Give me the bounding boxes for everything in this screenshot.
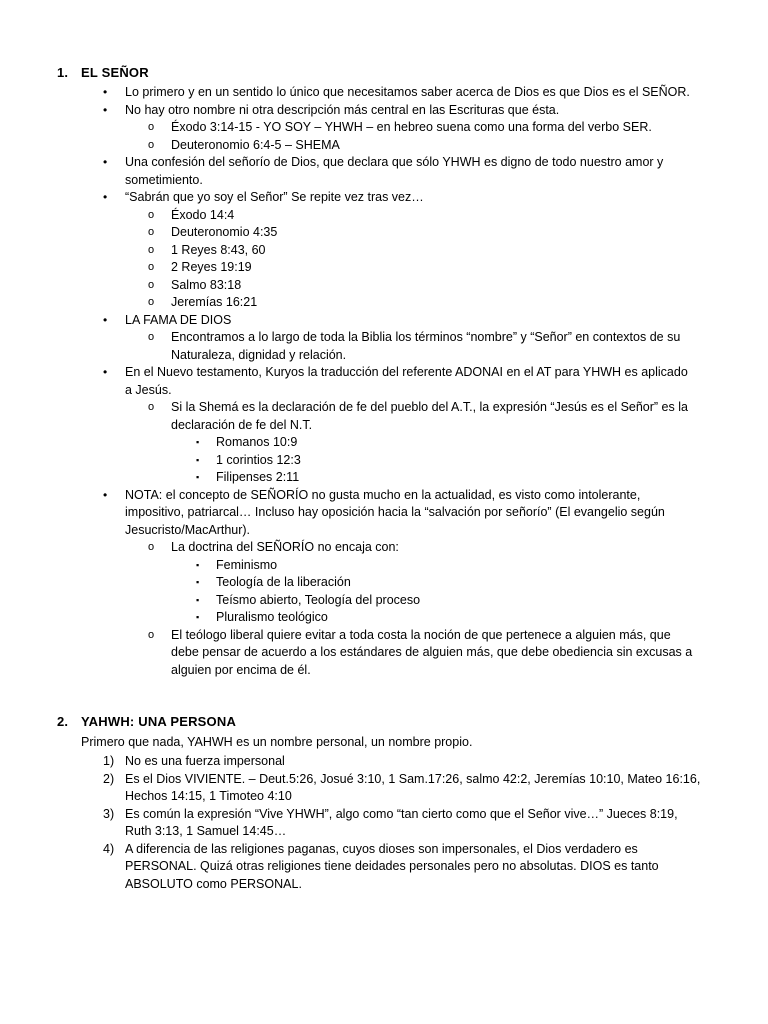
square-marker: ▪: [196, 577, 200, 587]
square-marker: ▪: [196, 594, 200, 605]
numbered-item-text: Es común la expresión “Vive YHWH”, algo como “tan cierto como que el Señor vive…” Jueces 8:19,: [125, 806, 678, 821]
circle-marker: o: [148, 296, 155, 308]
sub-item-text: Naturaleza, dignidad y relación.: [171, 347, 347, 362]
sub-item-text: 2 Reyes 19:19: [171, 260, 252, 274]
circle-marker: o: [148, 278, 155, 291]
numbered-item-text: No es una fuerza impersonal: [125, 754, 285, 768]
list-item-text: En el Nuevo testamento, Kuryos la traducción del referente ADONAI en el AT para YHWH es aplicado: [125, 365, 688, 379]
section-1-number: 1.: [57, 65, 69, 80]
sub-sub-item-text: Teísmo abierto, Teología del proceso: [216, 592, 421, 607]
numbered-marker: 3): [103, 806, 115, 821]
sub-item-text: Éxodo 3:14-15 - YO SOY – YHWH – en hebreo suena como una forma del verbo SER.: [171, 120, 652, 134]
list-item-text: sometimiento.: [125, 172, 203, 187]
list-item-text: NOTA: el concepto de SEÑORÍO no gusta mucho en la actualidad, es visto como intolerante,: [125, 487, 641, 502]
section-1-heading: [57, 64, 149, 82]
sub-item-text: Salmo 83:18: [171, 277, 242, 292]
sub-item-text: Deuteronomio 6:4-5 – SHEMA: [171, 137, 340, 152]
list-item-text: impositivo, patriarcal… Incluso hay oposición hacia la “salvación por señorío” (El evangelio según: [125, 505, 665, 519]
numbered-marker: 2): [103, 771, 115, 786]
bullet-marker: •: [103, 365, 108, 379]
bullet-marker: •: [103, 155, 108, 169]
circle-marker: o: [148, 226, 155, 238]
circle-marker: o: [148, 243, 155, 256]
sub-item-text: Deuteronomio 4:35: [171, 225, 278, 239]
list-item-text: LA FAMA DE DIOS: [125, 312, 232, 327]
list-item-text: Lo primero y en un sentido lo único que necesitamos saber acerca de Dios es que Dios es el SEÑOR.: [125, 85, 690, 99]
bullet-marker: •: [103, 190, 108, 204]
list-item-text: Una confesión del señorío de Dios, que declara que sólo YHWH es digno de todo nuestro amor y: [125, 155, 664, 169]
numbered-item-text: Es el Dios VIVIENTE. – Deut.5:26, Josué 3:10, 1 Sam.17:26, salmo 42:2, Jeremías 10:10, Mateo 16:16,: [125, 771, 701, 786]
sub-sub-item-text: Feminismo: [216, 557, 278, 572]
section-2-intro: Primero que nada, YAHWH es un nombre personal, un nombre propio.: [81, 735, 473, 749]
circle-marker: o: [148, 628, 155, 641]
numbered-marker: 1): [103, 754, 115, 768]
sub-item-text: Encontramos a lo largo de toda la Biblia los términos “nombre” y “Señor” en contextos de su: [171, 330, 681, 344]
circle-marker: o: [148, 261, 155, 273]
sub-sub-item-text: Filipenses 2:11: [216, 470, 300, 484]
numbered-item-text: Ruth 3:13, 1 Samuel 14:45…: [125, 824, 287, 838]
numbered-item-text: PERSONAL. Quizá otras religiones tiene deidades personales pero no absolutas. DIOS es tanto: [125, 859, 659, 873]
sub-item-text: debe pensar de acuerdo a los estándares de alguien más, que debe obediencia sin excusas a: [171, 645, 693, 659]
sub-sub-item-text: Teología de la liberación: [216, 575, 351, 589]
sub-sub-item-text: Romanos 10:9: [216, 435, 298, 449]
bullet-marker: •: [103, 85, 108, 99]
section-2-number: 2.: [57, 714, 69, 729]
numbered-marker: 4): [103, 841, 115, 856]
sub-item-text: 1 Reyes 8:43, 60: [171, 242, 266, 257]
circle-marker: o: [148, 331, 155, 343]
sub-item-text: declaración de fe del N.T.: [171, 417, 313, 432]
numbered-item-text: ABSOLUTO como PERSONAL.: [125, 876, 302, 891]
circle-marker: o: [148, 138, 155, 151]
circle-marker: o: [148, 401, 155, 413]
numbered-item-text: Hechos 14:15, 1 Timoteo 4:10: [125, 789, 292, 803]
square-marker: ▪: [196, 437, 200, 447]
section-1-title: EL SEÑOR: [81, 65, 149, 80]
sub-item-text: Jeremías 16:21: [171, 295, 258, 309]
sub-item-text: El teólogo liberal quiere evitar a toda costa la noción de que pertenece a alguien más, que: [171, 627, 671, 642]
sub-item-text: Éxodo 14:4: [171, 207, 235, 222]
section-2-heading: [57, 713, 236, 731]
sub-sub-item-text: Pluralismo teológico: [216, 610, 328, 624]
circle-marker: o: [148, 121, 155, 133]
circle-marker: o: [148, 541, 155, 553]
bullet-marker: •: [103, 487, 108, 502]
list-item-text: a Jesús.: [125, 382, 172, 397]
bullet-marker: •: [103, 312, 108, 327]
square-marker: ▪: [196, 472, 200, 482]
sub-item-text: La doctrina del SEÑORÍO no encaja con:: [171, 540, 399, 554]
circle-marker: o: [148, 208, 155, 221]
square-marker: ▪: [196, 612, 200, 622]
square-marker: ▪: [196, 559, 200, 570]
numbered-item-text: A diferencia de las religiones paganas, cuyos dioses son impersonales, el Dios verdadero es: [125, 841, 638, 856]
list-item-text: Jesucristo/MacArthur).: [125, 522, 251, 537]
bullet-marker: •: [103, 102, 108, 117]
section-2-title: YAHWH: UNA PERSONA: [81, 714, 237, 729]
square-marker: ▪: [196, 454, 200, 465]
sub-item-text: alguien por encima de él.: [171, 662, 311, 677]
sub-sub-item-text: 1 corintios 12:3: [216, 452, 301, 467]
list-item-text: “Sabrán que yo soy el Señor” Se repite vez tras vez…: [125, 190, 424, 204]
sub-item-text: Si la Shemá es la declaración de fe del pueblo del A.T., la expresión “Jesús es el Señor” es la: [171, 400, 688, 414]
list-item-text: No hay otro nombre ni otra descripción más central en las Escrituras que ésta.: [125, 102, 560, 117]
